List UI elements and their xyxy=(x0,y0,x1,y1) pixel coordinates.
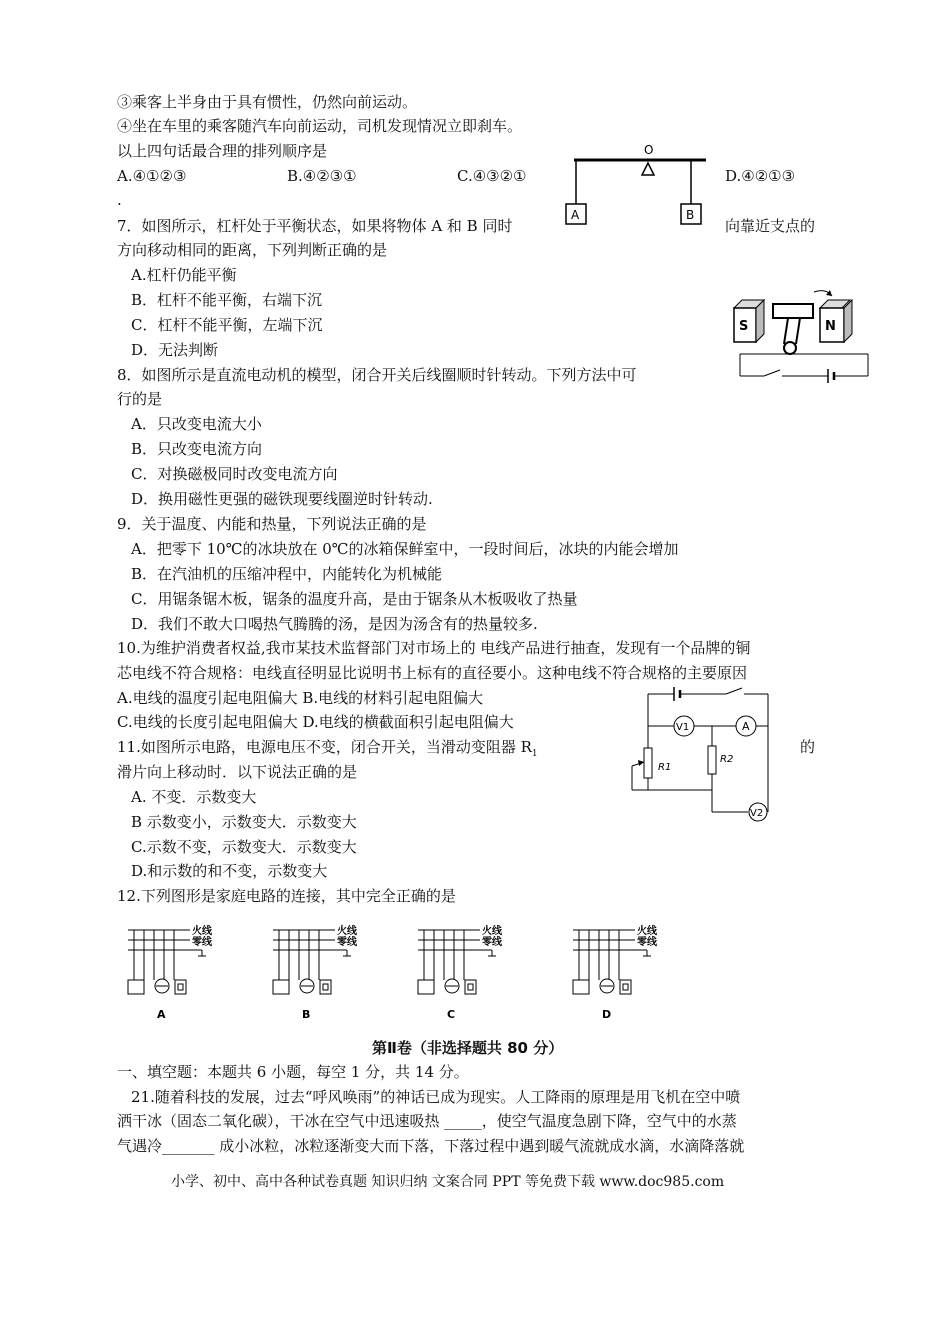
text-line: 8．如图所示是直流电动机的模型，闭合开关后线圈顺时针转动。下列方法中可 xyxy=(117,366,637,384)
pivot-label: O xyxy=(644,143,654,157)
option-a: A. 不变．示数变大 xyxy=(131,788,257,806)
option-label: A xyxy=(157,1008,166,1021)
neutral-label: 零线 xyxy=(482,937,502,948)
text-line: 以上四句话最合理的排列顺序是 xyxy=(117,142,328,160)
option-c: C.示数不变，示数变大．示数变大 xyxy=(131,838,357,856)
text-line: 气遇冷_______ 成小冰粒，冰粒逐渐变大而下落，下落过程中遇到暖气流就成水滴，水滴降落就 xyxy=(117,1137,745,1155)
neutral-label: 零线 xyxy=(637,937,657,948)
v2-meter-label: V2 xyxy=(750,808,764,819)
text-line: 滑片向上移动时．以下说法正确的是 xyxy=(117,763,358,781)
r2-label: R2 xyxy=(720,754,734,765)
s-pole-label: S xyxy=(739,319,749,334)
wiring-figures xyxy=(120,918,700,1037)
neutral-label: 零线 xyxy=(192,937,212,948)
text-line: 向靠近支点的 xyxy=(725,217,816,235)
socket xyxy=(465,980,476,994)
block-a-label: A xyxy=(571,208,580,222)
option-d: D．无法判断 xyxy=(131,341,219,359)
option-c: C．杠杆不能平衡，左端下沉 xyxy=(131,316,323,334)
text-line: 9．关于温度、内能和热量，下列说法正确的是 xyxy=(117,515,427,533)
text-line: . xyxy=(117,191,122,209)
option-b: B.④②③① xyxy=(287,167,357,185)
option-a: A．把零下 10℃的冰块放在 0℃的冰箱保鲜室中，一段时间后，冰块的内能会增加 xyxy=(131,540,679,558)
footer-text: 小学、初中、高中各种试卷真题 知识归纳 文案合同 PPT 等免费下载 www.doc985.com xyxy=(171,1174,725,1190)
socket xyxy=(320,980,331,994)
motor-figure xyxy=(728,286,878,388)
socket xyxy=(620,980,631,994)
option-a: A.④①②③ xyxy=(117,167,187,185)
text-line: 11.如图所示电路，电源电压不变，闭合开关，当滑动变阻器 $R_1$ xyxy=(117,738,538,759)
live-label: 火线 xyxy=(637,926,657,937)
option-cd: C.电线的长度引起电阻偏大 D.电线的横截面积引起电阻偏大 xyxy=(117,713,514,731)
circuit-figure xyxy=(618,682,778,826)
text-line: 方向移动相同的距离，下列判断正确的是 xyxy=(117,241,388,259)
option-d: D.和示数的和不变，示数变大 xyxy=(131,862,328,880)
socket xyxy=(175,980,186,994)
option-c: C．用锯条锯木板，锯条的温度升高，是由于锯条从木板吸收了热量 xyxy=(131,590,578,608)
text-line: 一、填空题：本题共 6 小题，每空 1 分，共 14 分。 xyxy=(117,1063,469,1081)
option-a: A．只改变电流大小 xyxy=(131,415,262,433)
option-label: B xyxy=(302,1008,311,1021)
text-line: 行的是 xyxy=(117,390,163,408)
option-c: C.④③②① xyxy=(457,167,527,185)
switch-box xyxy=(418,980,434,994)
text-line: 10.为维护消费者权益,我市某技术监督部门对市场上的 电线产品进行抽查，发现有一个品牌的铜 xyxy=(117,639,751,657)
ammeter-label: A xyxy=(742,720,750,733)
switch-box xyxy=(573,980,589,994)
text-line: 21.随着科技的发展，过去“呼风唤雨”的神话已成为现实。人工降雨的原理是用飞机在空中喷 xyxy=(131,1088,741,1106)
live-label: 火线 xyxy=(337,926,357,937)
text-line: 的 xyxy=(800,738,816,756)
text-line: 12.下列图形是家庭电路的连接，其中完全正确的是 xyxy=(117,887,456,905)
v1-meter-label: V1 xyxy=(676,722,690,733)
lever-figure xyxy=(560,140,720,236)
option-d: D.④②①③ xyxy=(725,167,796,185)
section-title: 第Ⅱ卷（非选择题共 80 分） xyxy=(372,1039,564,1057)
text-line: 7．如图所示，杠杆处于平衡状态，如果将物体 A 和 B 同时 xyxy=(117,217,513,235)
subscript: 1 xyxy=(531,749,538,759)
option-ab: A.电线的温度引起电阻偏大 B.电线的材料引起电阻偏大 xyxy=(117,689,484,707)
option-b: B．在汽油机的压缩冲程中，内能转化为机械能 xyxy=(131,565,443,583)
option-b: B．只改变电流方向 xyxy=(131,440,263,458)
text-line: ④坐在车里的乘客随汽车向前运动，司机发现情况立即刹车。 xyxy=(117,117,523,135)
option-label: D xyxy=(602,1008,612,1021)
text-line: ③乘客上半身由于具有惯性，仍然向前运动。 xyxy=(117,93,418,111)
live-label: 火线 xyxy=(192,926,212,937)
text-line: 芯电线不符合规格：电线直径明显比说明书上标有的直径要小。这种电线不符合规格的主要原因 xyxy=(117,664,748,682)
option-a: A.杠杆仍能平衡 xyxy=(131,266,237,284)
option-c: C．对换磁极同时改变电流方向 xyxy=(131,465,338,483)
text-line: 洒干冰（固态二氧化碳），干冰在空气中迅速吸热 _____，使空气温度急剧下降，空气中的水蒸 xyxy=(117,1112,737,1130)
option-d: D．换用磁性更强的磁铁现要线圈逆时针转动. xyxy=(131,490,433,508)
neutral-label: 零线 xyxy=(337,937,357,948)
block-b-label: B xyxy=(686,208,695,222)
option-label: C xyxy=(447,1008,456,1021)
option-b: B 示数变小，示数变大．示数变大 xyxy=(131,813,357,831)
switch-box xyxy=(273,980,289,994)
live-label: 火线 xyxy=(482,926,502,937)
option-d: D．我们不敢大口喝热气腾腾的汤，是因为汤含有的热量较多. xyxy=(131,615,538,633)
r1-label: R1 xyxy=(658,762,672,773)
switch-box xyxy=(128,980,144,994)
option-b: B．杠杆不能平衡，右端下沉 xyxy=(131,291,323,309)
n-pole-label: N xyxy=(825,319,836,334)
